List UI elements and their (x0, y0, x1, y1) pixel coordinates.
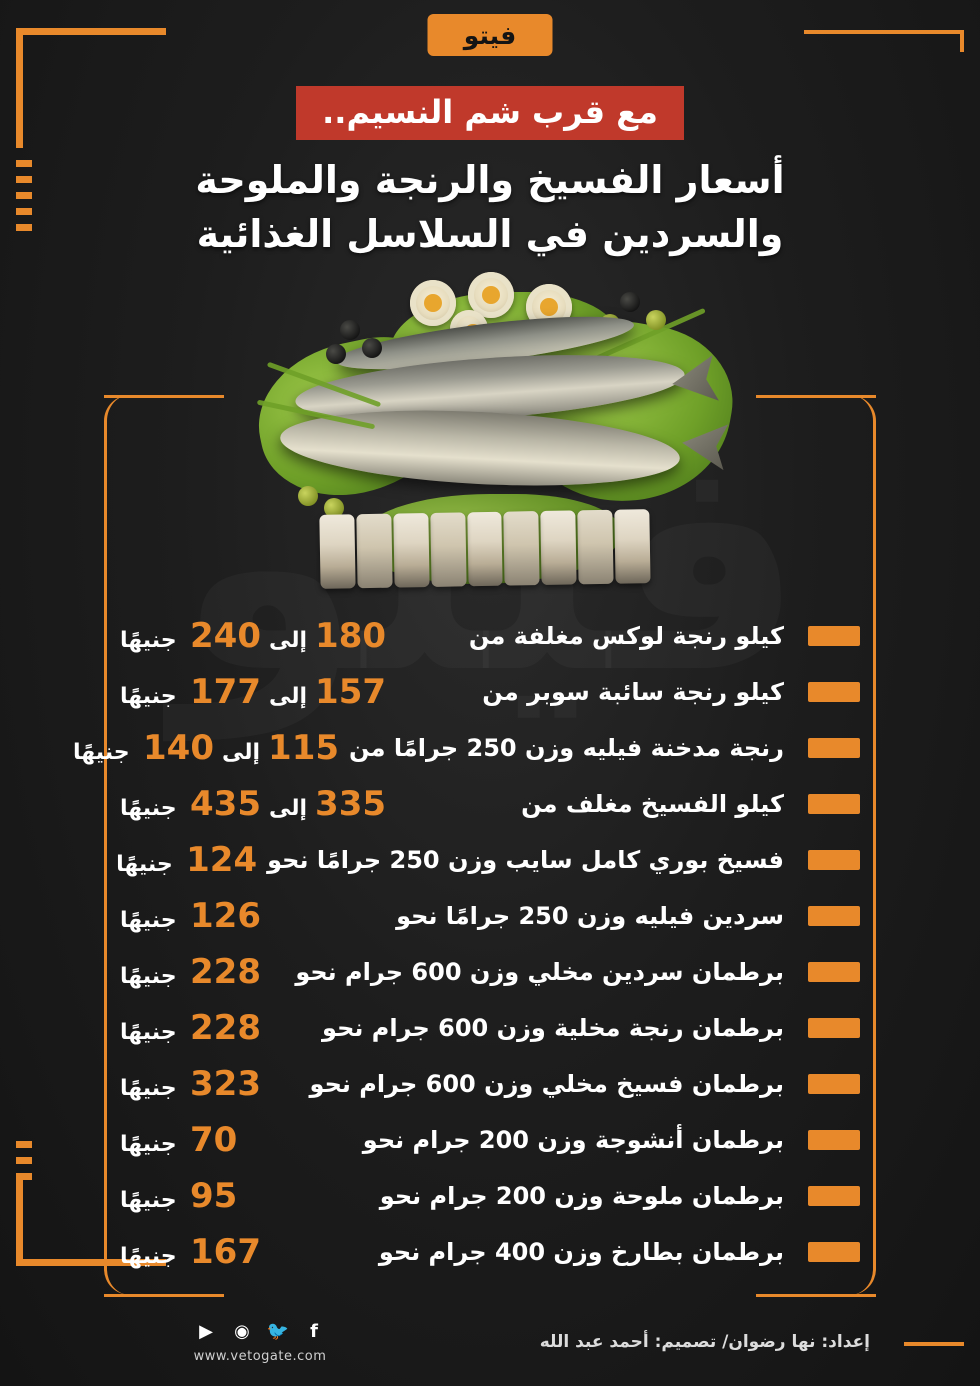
fish-slice (504, 511, 540, 586)
price-to: 95 (190, 1176, 238, 1216)
price-from: 115 (268, 728, 340, 768)
instagram-icon[interactable]: ◉ (234, 1320, 250, 1342)
price-unit: جنيهًا (120, 1020, 177, 1045)
fish-slice (430, 512, 466, 587)
price-row-label: كيلو الفسيخ مغلف من (521, 790, 784, 818)
price-row-label: كيلو رنجة لوكس مغلفة من (468, 622, 784, 650)
content-frame-top-right (756, 395, 876, 398)
youtube-icon[interactable]: ▶ (199, 1320, 213, 1342)
platter (240, 262, 740, 592)
price-to: 126 (190, 896, 261, 936)
price-row (120, 664, 860, 720)
price-row-label: فسيخ بوري كامل سايب وزن 250 جرامًا نحو (267, 846, 784, 874)
content-frame-bottom-left (104, 1294, 224, 1297)
price-row-value (120, 616, 387, 656)
price-unit: جنيهًا (116, 852, 173, 877)
price-row (116, 832, 860, 888)
herring-roll (410, 280, 456, 326)
price-row-label: كيلو رنجة سائبة سوبر من (482, 678, 784, 706)
bullet-marker (808, 1186, 860, 1206)
kicker-badge: مع قرب شم النسيم.. (296, 86, 684, 140)
bullet-marker (808, 682, 860, 702)
price-row-label: سردين فيليه وزن 250 جرامًا نحو (396, 902, 784, 930)
price-unit: جنيهًا (120, 1132, 177, 1157)
price-row-value (120, 1232, 261, 1272)
price-row (120, 1112, 860, 1168)
fish-slice (541, 510, 577, 585)
price-range-separator: إلى (221, 740, 261, 765)
price-row (120, 608, 860, 664)
price-to: 140 (143, 728, 214, 768)
price-row-value (120, 1008, 261, 1048)
price-row-value (116, 840, 258, 880)
frame-dash-7 (16, 1157, 32, 1164)
price-row-value (120, 784, 387, 824)
price-unit: جنيهًا (120, 964, 177, 989)
price-to: 228 (190, 1008, 261, 1048)
price-unit: جنيهًا (73, 740, 130, 765)
price-row (120, 1168, 860, 1224)
price-row-label: رنجة مدخنة فيليه وزن 250 جرامًا من (349, 734, 784, 762)
fish-slice (578, 510, 614, 585)
price-row (120, 776, 860, 832)
page-title (0, 154, 980, 262)
fish-slice (393, 513, 429, 588)
fish-slices (319, 509, 650, 595)
price-row-value (120, 952, 261, 992)
price-to: 167 (190, 1232, 261, 1272)
brand-logo[interactable] (428, 14, 553, 56)
price-unit: جنيهًا (120, 796, 177, 821)
price-to: 435 (190, 784, 261, 824)
price-row-label: برطمان رنجة مخلية وزن 600 جرام نحو (322, 1014, 784, 1042)
bullet-marker (808, 962, 860, 982)
price-list (73, 608, 860, 1280)
price-unit: جنيهًا (120, 908, 177, 933)
frame-bottom-right-horizontal (904, 1342, 964, 1346)
price-unit: جنيهًا (120, 1244, 177, 1269)
bullet-marker (808, 626, 860, 646)
social-links[interactable] (150, 1319, 370, 1343)
website-url[interactable]: www.vetogate.com (193, 1349, 327, 1364)
price-unit: جنيهًا (120, 684, 177, 709)
footer-brand (150, 1319, 370, 1364)
fish-slice (356, 514, 392, 589)
price-row (120, 1224, 860, 1280)
price-row-value (120, 1120, 238, 1160)
price-to: 240 (190, 616, 261, 656)
bullet-marker (808, 1242, 860, 1262)
price-row (120, 944, 860, 1000)
credits: إعداد: نها رضوان/ تصميم: أحمد عبد الله (539, 1332, 870, 1352)
price-row-label: برطمان سردين مخلي وزن 600 جرام نحو (295, 958, 784, 986)
price-row-value (73, 728, 340, 768)
price-range-separator: إلى (268, 684, 308, 709)
bullet-marker (808, 850, 860, 870)
frame-bottom-left-vertical (16, 1176, 23, 1266)
frame-top-left-horizontal (16, 28, 166, 35)
frame-dash-6 (16, 1141, 32, 1148)
price-unit: جنيهًا (120, 1188, 177, 1213)
price-from: 335 (315, 784, 387, 824)
bullet-marker (808, 738, 860, 758)
fish-slice (614, 509, 650, 584)
page-title-line-1: أسعار الفسيخ والرنجة والملوحة (195, 158, 785, 202)
price-row-label: برطمان فسيخ مخلي وزن 600 جرام نحو (309, 1070, 784, 1098)
price-range-separator: إلى (268, 628, 308, 653)
facebook-icon[interactable]: f (310, 1320, 318, 1342)
content-frame-bottom-right (756, 1294, 876, 1297)
price-row (120, 1056, 860, 1112)
green-olive (298, 486, 318, 506)
price-from: 180 (315, 616, 387, 656)
price-from: 157 (315, 672, 387, 712)
price-row (120, 888, 860, 944)
price-range-separator: إلى (268, 796, 308, 821)
price-row-value (120, 896, 261, 936)
frame-top-right-horizontal (804, 30, 964, 34)
price-row-label: برطمان ملوحة وزن 200 جرام نحو (379, 1182, 784, 1210)
bullet-marker (808, 794, 860, 814)
price-to: 177 (190, 672, 261, 712)
black-olive (326, 344, 346, 364)
price-to: 124 (186, 840, 258, 880)
black-olive (340, 320, 360, 340)
fish-slice (319, 514, 355, 589)
price-to: 323 (190, 1064, 261, 1104)
price-row (73, 720, 860, 776)
price-row-label: برطمان أنشوجة وزن 200 جرام نحو (362, 1126, 784, 1154)
bullet-marker (808, 1130, 860, 1150)
bullet-marker (808, 1074, 860, 1094)
twitter-icon[interactable]: 🐦 (266, 1320, 290, 1342)
price-row-value (120, 1064, 261, 1104)
headline (0, 86, 980, 262)
price-to: 70 (190, 1120, 238, 1160)
bullet-marker (808, 1018, 860, 1038)
price-row-value (120, 672, 387, 712)
bullet-marker (808, 906, 860, 926)
price-row (120, 1000, 860, 1056)
green-olive (646, 310, 666, 330)
price-unit: جنيهًا (120, 628, 177, 653)
content-frame-top-left (104, 395, 224, 398)
black-olive (362, 338, 382, 358)
frame-top-right-vertical (960, 30, 964, 52)
price-to: 228 (190, 952, 261, 992)
fish-platter-image (240, 262, 740, 592)
price-unit: جنيهًا (120, 1076, 177, 1101)
price-row-label: برطمان بطارخ وزن 400 جرام نحو (378, 1238, 784, 1266)
brand-logo-text: فيتو (463, 20, 517, 50)
price-row-value (120, 1176, 238, 1216)
page-title-line-2: والسردين في السلاسل الغذائية (196, 211, 784, 256)
fish-slice (467, 512, 503, 587)
green-olive (620, 292, 640, 312)
